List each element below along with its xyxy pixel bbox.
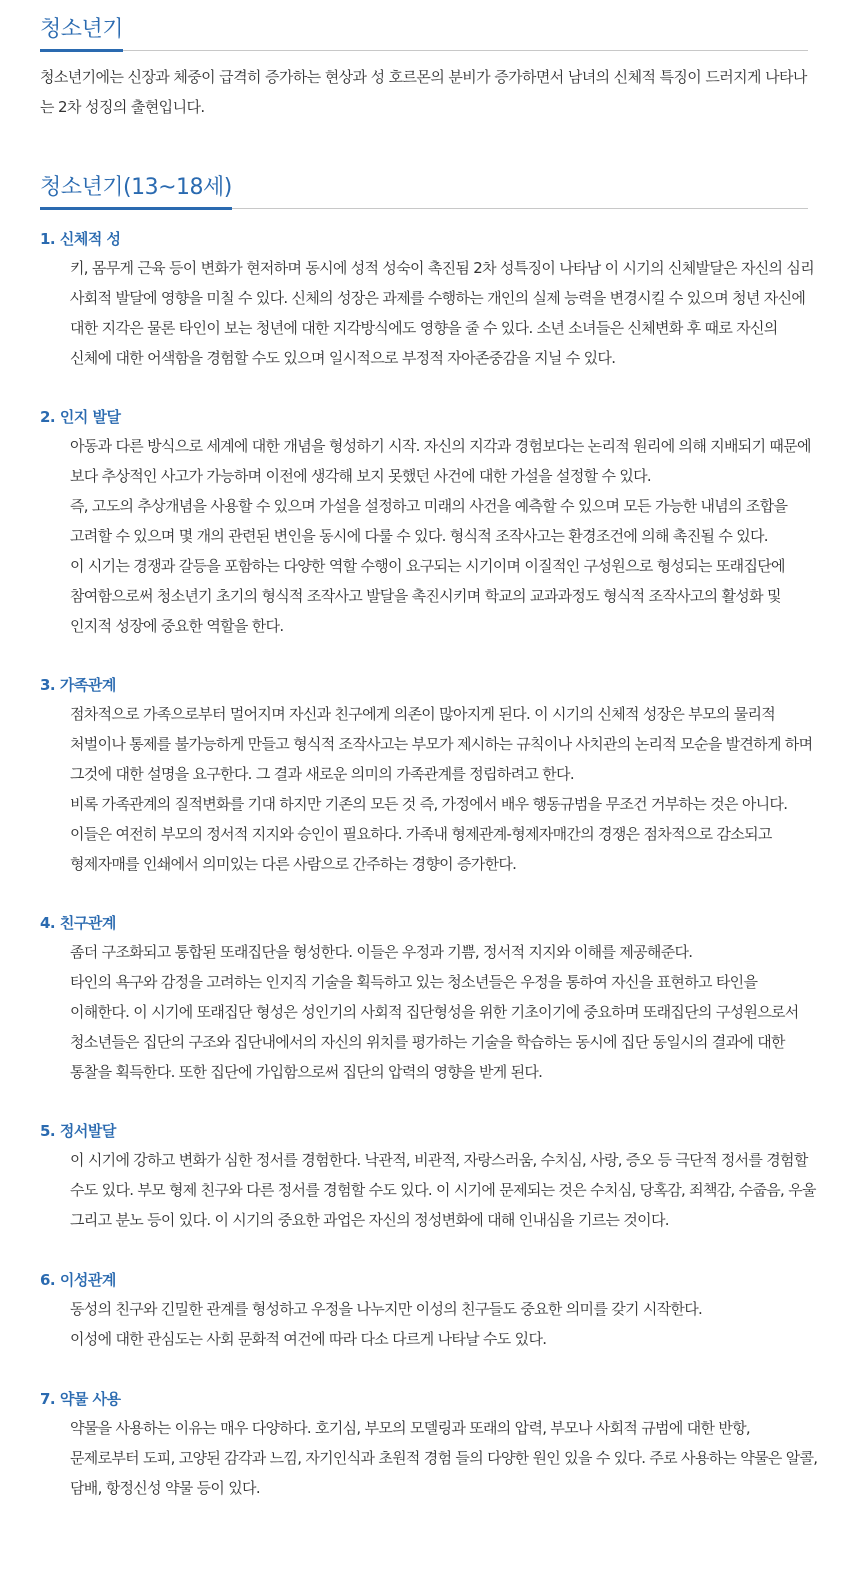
topic-paragraph: 동성의 친구와 긴밀한 관계를 형성하고 우정을 나누지만 이성의 친구들도 중요한 의미를 갖기 시작한다. — [70, 1300, 703, 1318]
topic-body — [40, 253, 820, 373]
topic-body — [40, 699, 820, 879]
topic-physical — [40, 229, 820, 373]
topic-paragraph: 좀더 구조화되고 통합된 또래집단을 형성한다. 이들은 우정과 기쁨, 정서적 지지와 이해를 제공해준다. — [70, 943, 693, 961]
topic-paragraph: 이 시기에 강하고 변화가 심한 정서를 경험한다. 낙관적, 비관적, 자랑스러움, 수치심, 사랑, 증오 등 극단적 정서를 경험할 수도 있다. 부모 형제 친구와 다른 정서를 경험할 수도 있다. 이 시기에 문제되는 것은 수치심, 당혹감, 죄책감, 수줍음, 우울 그리고 분노 등이 있다. 이 시기의 중요한 과업은 자신의 정성변화에 대해 인내심을 기르는 것이다. — [70, 1151, 816, 1229]
intro-paragraph: 청소년기에는 신장과 체중이 급격히 증가하는 현상과 성 호르몬의 분비가 증가하면서 남녀의 신체적 특징이 드러지게 나타나는 2차 성징의 출현입니다. — [40, 68, 807, 116]
topic-paragraph: 아동과 다른 방식으로 세계에 대한 개념을 형성하기 시작. 자신의 지각과 경험보다는 논리적 원리에 의해 지배되기 때문에 보다 추상적인 사고가 가능하며 이전에 생각해 보지 못했던 사건에 대한 가설을 설정할 수 있다. — [70, 437, 811, 485]
topic-title: 3. 가족관계 — [40, 676, 116, 694]
topic-title: 7. 약물 사용 — [40, 1390, 121, 1408]
topic-title: 5. 정서발달 — [40, 1122, 116, 1140]
topic-paragraph: 비록 가족관계의 질적변화를 기대 하지만 기존의 모든 것 즉, 가정에서 배우 행동규범을 무조건 거부하는 것은 아니다. 이들은 여전히 부모의 정서적 지지와 승인이 필요하다. 가족내 형제관계-형제자매간의 경쟁은 점차적으로 감소되고 형제자매를 인쇄에서 의미있는 다른 사람으로 간주하는 경향이 증가한다. — [70, 795, 788, 873]
topic-title: 6. 이성관계 — [40, 1271, 116, 1289]
topic-title: 4. 친구관계 — [40, 914, 116, 932]
topic-body — [40, 431, 820, 641]
topic-drug-use — [40, 1389, 820, 1503]
topic-paragraph: 즉, 고도의 추상개념을 사용할 수 있으며 가설을 설정하고 미래의 사건을 예측할 수 있으며 모든 가능한 내념의 조합을 고려할 수 있으며 몇 개의 관련된 변인을 동시에 다룰 수 있다. 형식적 조작사고는 환경조건에 의해 촉진될 수 있다. — [70, 497, 788, 545]
section-title: 청소년기 — [40, 17, 123, 52]
section-heading-adolescence-age — [40, 168, 808, 209]
topic-paragraph: 타인의 욕구와 감정을 고려하는 인지직 기술을 획득하고 있는 청소년들은 우정을 통하여 자신을 표현하고 타인을 이해한다. 이 시기에 또래집단 형성은 성인기의 사회적 집단형성을 위한 기초이기에 중요하며 또래집단의 구성원으로서 청소년들은 집단의 구조와 집단내에서의 자신의 위치를 평가하는 기술을 학습하는 동시에 집단 동일시의 결과에 대한 통찰을 획득한다. 또한 집단에 가입함으로써 집단의 압력의 영향을 받게 된다. — [70, 973, 799, 1081]
topic-opposite-sex — [40, 1270, 820, 1354]
topic-friends — [40, 913, 820, 1087]
topic-body — [40, 1145, 820, 1235]
topic-emotional — [40, 1121, 820, 1235]
section-heading-adolescence — [40, 10, 808, 51]
topic-body — [40, 1413, 820, 1503]
topic-family — [40, 675, 820, 879]
topic-paragraph: 점차적으로 가족으로부터 멀어지며 자신과 친구에게 의존이 많아지게 된다. 이 시기의 신체적 성장은 부모의 물리적 처벌이나 통제를 불가능하게 만들고 형식적 조작사고는 부모가 제시하는 규칙이나 사치관의 논리적 모순을 발견하게 하며 그것에 대한 설명을 요구한다. 그 결과 새로운 의미의 가족관계를 정립하려고 한다. — [70, 705, 813, 783]
topic-cognitive — [40, 407, 820, 641]
section-title: 청소년기(13~18세) — [40, 175, 232, 210]
topic-title: 1. 신체적 성 — [40, 230, 121, 248]
topic-body — [40, 937, 820, 1087]
topic-body — [40, 1294, 820, 1354]
topic-paragraph: 이 시기는 경쟁과 갈등을 포함하는 다양한 역할 수행이 요구되는 시기이며 이질적인 구성원으로 형성되는 또래집단에 참여함으로써 청소년기 초기의 형식적 조작사고 발달을 촉진시키며 학교의 교과과정도 형식적 조작사고의 활성화 및 인지적 성장에 중요한 역할을 한다. — [70, 557, 785, 635]
topic-paragraph: 키, 몸무게 근육 등이 변화가 현저하며 동시에 성적 성숙이 촉진됨 2차 성특징이 나타남 이 시기의 신체발달은 자신의 심리 사회적 발달에 영향을 미칠 수 있다. 신체의 성장은 과제를 수행하는 개인의 실제 능력을 변경시킬 수 있으며 청년 자신에 대한 지각은 물론 타인이 보는 청년에 대한 지각방식에도 영향을 줄 수 있다. 소년 소녀들은 신체변화 후 때로 자신의 신체에 대한 어색함을 경험할 수도 있으며 일시적으로 부정적 자아존중감을 지닐 수 있다. — [70, 259, 814, 367]
topic-paragraph: 이성에 대한 관심도는 사회 문화적 여건에 따라 다소 다르게 나타날 수도 있다. — [70, 1330, 547, 1348]
topic-paragraph: 약물을 사용하는 이유는 매우 다양하다. 호기심, 부모의 모델링과 또래의 압력, 부모나 사회적 규범에 대한 반항, 문제로부터 도피, 고양된 감각과 느낌, 자기인식과 초원적 경험 들의 다양한 원인 있을 수 있다. 주로 사용하는 약물은 알콜, 담배, 항정신성 약물 등이 있다. — [70, 1419, 818, 1497]
topic-title: 2. 인지 발달 — [40, 408, 121, 426]
